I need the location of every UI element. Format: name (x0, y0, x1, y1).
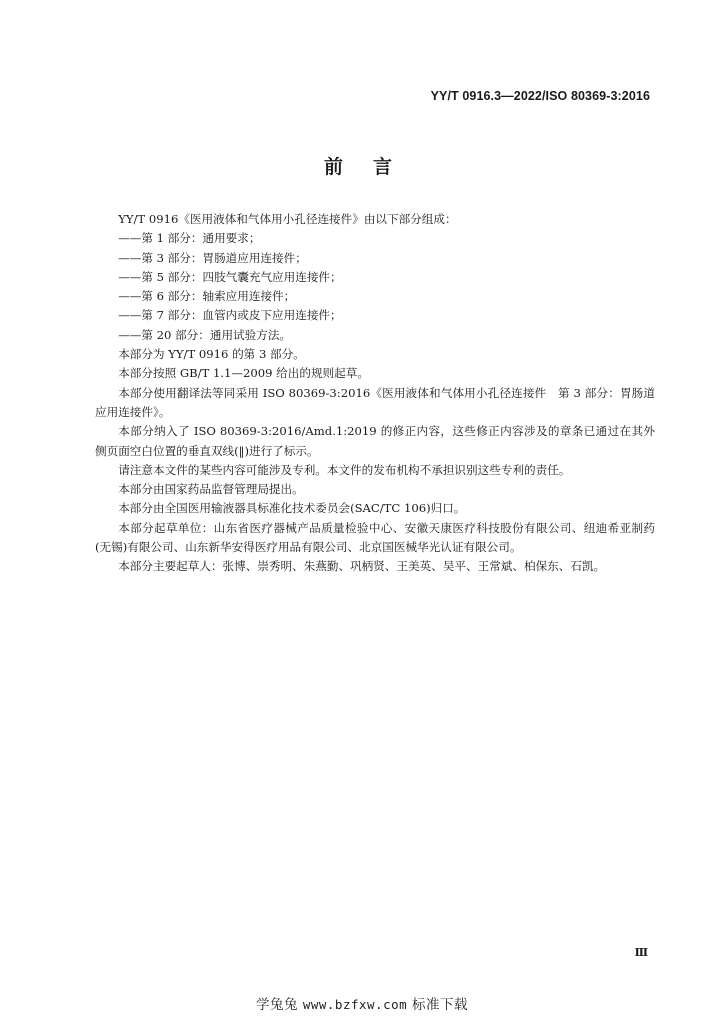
footer-url[interactable]: www.bzfxw.com (302, 997, 408, 1012)
foreword-body (95, 210, 655, 577)
page-title: 前言 (323, 156, 422, 178)
standard-code: YY/T 0916.3—2022/ISO 80369-3:2016 (430, 89, 650, 103)
list-item-part-20: ——第 20 部分：通用试验方法。 (118, 327, 292, 342)
paragraph-amendment: 本部分纳入了 ISO 80369-3:2016/Amd.1:2019 的修正内容，这些修正内容涉及的章条已通过在其外侧页面空白位置的垂直双线(‖)进行了标示。 (95, 424, 655, 458)
list-item-part-3: ——第 3 部分：胃肠道应用连接件； (118, 250, 307, 265)
footer-tagline: 标准下载 (411, 997, 468, 1013)
paragraph-drafting-units: 本部分起草单位：山东省医疗器械产品质量检验中心、安徽天康医疗科技股份有限公司、纽迪希亚制药(无锡)有限公司、山东新华安得医疗用品有限公司、北京国医械华光认证有限公司。 (95, 520, 655, 555)
paragraph-proposer: 本部分由国家药品监督管理局提出。 (118, 482, 304, 497)
paragraph-intro: YY/T 0916《医用液体和气体用小孔径连接件》由以下部分组成： (118, 212, 457, 226)
list-item-part-7: ——第 7 部分：血管内或皮下应用连接件； (118, 308, 342, 323)
page-number: Ⅲ (634, 946, 648, 959)
paragraph-drafters: 本部分主要起草人：张博、崇秀明、朱燕勤、巩柄贤、王美英、吴平、王常斌、柏保东、石凯。 (118, 559, 606, 574)
paragraph-adoption: 本部分使用翻译法等同采用 ISO 80369-3:2016《医用液体和气体用小孔径连接件 第 3 部分：胃肠道应用连接件》。 (95, 385, 655, 419)
footer-watermark (0, 993, 724, 1013)
paragraph-committee: 本部分由全国医用输液器具标准化技术委员会(SAC/TC 106)归口。 (118, 501, 466, 516)
list-item-part-5: ——第 5 部分：四肢气囊充气应用连接件； (118, 269, 342, 284)
list-item-part-1: ——第 1 部分：通用要求； (118, 231, 261, 246)
paragraph-drafting-rules: 本部分按照 GB/T 1.1—2009 给出的规则起草。 (118, 366, 369, 381)
paragraph-patent-notice: 请注意本文件的某些内容可能涉及专利。本文件的发布机构不承担识别这些专利的责任。 (118, 462, 571, 477)
list-item-part-6: ——第 6 部分：轴索应用连接件； (118, 289, 296, 304)
paragraph-part-statement: 本部分为 YY/T 0916 的第 3 部分。 (118, 347, 305, 362)
footer-site-name: 学兔兔 (256, 997, 299, 1013)
